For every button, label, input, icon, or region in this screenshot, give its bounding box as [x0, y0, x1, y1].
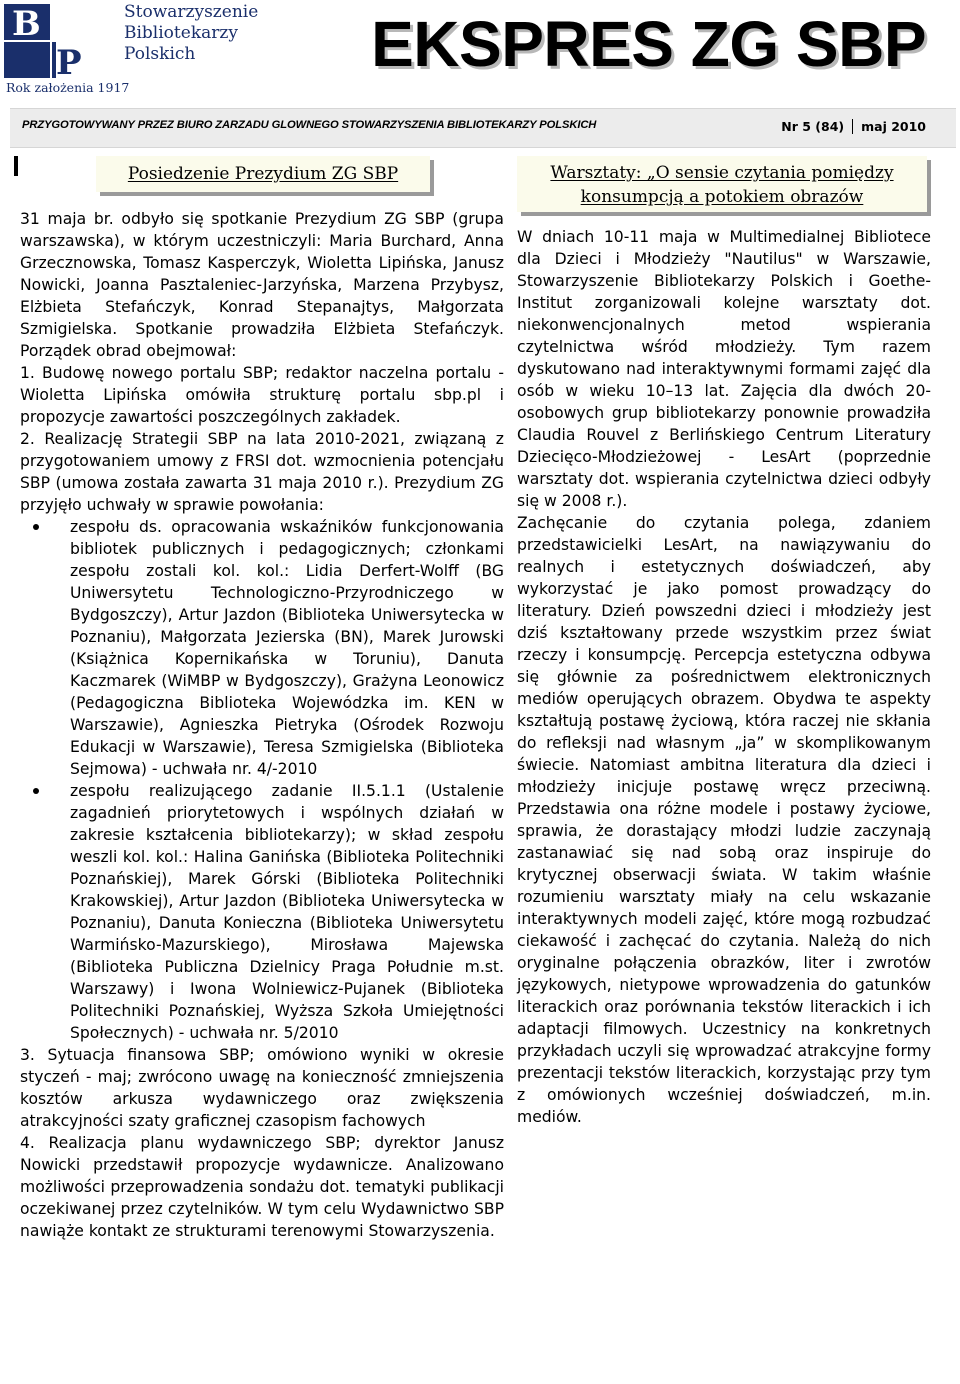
heading-accent [14, 156, 18, 176]
sbp-logo-icon [2, 2, 120, 80]
left-column [20, 156, 504, 1242]
org-line-3: Polskich [124, 44, 196, 64]
masthead-title: EKSPRES ZG SBP [371, 8, 926, 80]
left-item-2: 2. Realizację Strategii SBP na lata 2010-2021, związaną z przygotowaniem umowy z FRSI dot. wzmocnienia potencjału SBP (umowa została zawarta 31 maja 2010 r.). Prezydium ZG przyjęło uchwały w sprawie powołania: [20, 430, 504, 514]
bullet-icon [20, 516, 70, 780]
org-line-2: Bibliotekarzy [124, 23, 238, 43]
right-paragraph-2: Zachęcanie do czytania polega, zdaniem przedstawicielki LesArt, na nawiązywaniu do realnych i estetycznych doświadczeń, aby wykorzystać je jako pomost prowadzący do literatury. Dzień powszedni dzieci i młodzieży jest dziś kształtowany przede wszystkim przez świat rzeczy i konsumpcję. Percepcja estetyczna odbywa się głównie za pośrednictwem elektronicznych mediów operujących obrazem. Obydwa te aspekty kształtują postawę życiową, która raczej nie skłania do refleksji nad własnym „ja” w skomplikowanym świecie. Natomiast ambitna literatura dla dzieci i młodzieży inicjuje postawę wręcz przeciwną. Przedstawia ona różne modele i postawy życiowe, sprawia, że dorastający młodzi ludzie zaczynają zastanawiać się nad sobą oraz inspiruje do krytycznej obserwacji świata. W takim właśnie rozumieniu warsztaty miały na celu wskazanie interaktywnych modeli zajęć, które mogą rozbudzać ciekawość i zachęcać do czytania. Należą do nich oryginalne połączenia obrazków, liter i zwrotów językowych, nietypowe wprowadzenia do gatunków literackich oraz porównania tekstów literackich i ich adaptacji filmowych. Uczestnicy na konkretnych przykładach uczyli się wprowadzać atrakcyjne formy prezentacji tekstów literackich, korzystając przy tym z omówionych wcześniej doświadczeń, m.in. mediów. [517, 514, 931, 1126]
organization-name [124, 2, 258, 65]
bullet-icon [20, 780, 70, 1044]
header [0, 0, 960, 106]
banner [10, 108, 956, 148]
left-bullet-1: zespołu ds. opracowania wskaźników funkcjonowania bibliotek publicznych i pedagogicznych; członkami zespołu zostali kol. kol.: Lidia Derfert-Wolff (BG Uniwersytetu Technologiczno-Przyrodniczego w Bydgoszczy), Artur Jazdon (Biblioteka Uniwersytecka w Poznaniu), Małgorzata Jezierska (BN), Marek Jurowski (Książnica Kopernikańska w Toruniu), Danuta Kaczmarek (WiMBP w Bydgoszczy), Grażyna Leonowicz (Pedagogiczna Biblioteka Wojewódzka im. KEN w Warszawie), Agnieszka Pietryka (Ośrodek Rozwoju Edukacji w Warszawie), Teresa Szmigielska (Biblioteka Sejmowa) - uchwała nr. 4/-2010 [70, 518, 504, 778]
issue-number: Nr 5 (84) [781, 119, 845, 134]
left-item-4: 4. Realizacja planu wydawniczego SBP; dyrektor Janusz Nowicki przedstawił propozycje wydawnicze. Analizowano możliwości przeprowadzenia sondażu dot. tematyki publikacji oczekiwanej przez czytelników. W tym celu Wydawnictwo SBP nawiąże kontakt ze strukturami terenowymi Stowarzyszenia. [20, 1134, 504, 1240]
left-item-1: 1. Budowę nowego portalu SBP; redaktor naczelna portalu - Wioletta Lipińska omówiła strukturę portalu sbp.pl i propozycje zawartości poszczególnych zakładek. [20, 364, 504, 426]
list-item [20, 780, 504, 1044]
svg-text:B: B [12, 4, 41, 44]
issue-info [781, 119, 926, 134]
left-heading: Posiedzenie Prezydium ZG SBP [127, 164, 399, 184]
banner-text: PRZYGOTOWYWANY PRZEZ BIURO ZARZADU GLOWNEGO STOWARZYSZENIA BIBLIOTEKARZY POLSKICH [22, 119, 597, 131]
right-paragraph-1: W dniach 10-11 maja w Multimedialnej Bibliotece dla Dzieci i Młodzieży "Nautilus" w Warszawie, Stowarzyszenie Bibliotekarzy Polskich i Goethe-Institut zorganizowali kolejne warsztaty dot. niekonwencjonalnych metod wspierania czytelnictwa wśród młodzieży. Tym razem dyskutowano nad interaktywnymi formami zajęć dla osób w wieku 10–13 lat. Zajęcia dla dwóch 20-osobowych grup bibliotekarzy ponownie prowadziła Claudia Rouvel z Berlińskiego Centrum Literatury Dziecięco-Młodzieżowej - LesArt (poprzednie warsztaty dot. wspierania czytelnictwa dzieci odbyły się w 2008 r.). [517, 228, 931, 510]
left-heading-box [96, 156, 430, 192]
svg-text:P: P [56, 43, 82, 80]
issue-date: maj 2010 [861, 119, 926, 134]
right-heading: Warsztaty: „O sensie czytania pomiędzy konsumpcją a potokiem obrazów [550, 163, 894, 207]
right-heading-box [517, 156, 927, 212]
list-item [20, 516, 504, 780]
founded-year: Rok założenia 1917 [6, 80, 130, 95]
left-item-3: 3. Sytuacja finansowa SBP; omówiono wyniki w okresie styczeń - maj; zwrócono uwagę na konieczność zmniejszenia kosztów arkusza wydawniczego oraz zwiększenia atrakcyjności szaty graficznej czasopism fachowych [20, 1046, 504, 1130]
right-column [517, 156, 931, 1128]
right-article [517, 226, 931, 1128]
left-article [20, 208, 504, 1242]
left-bullet-list [20, 516, 504, 1044]
left-intro: 31 maja br. odbyło się spotkanie Prezydium ZG SBP (grupa warszawska), w którym uczestniczyli: Maria Burchard, Anna Grzecznowska, Tomasz Kasperczyk, Wioletta Lipińska, Janusz Nowicki, Joanna Pasztaleniec-Jarzyńska, Marzena Przybysz, Elżbieta Stefańczyk, Konrad Stepanajtys, Małgorzata Szmigielska. Spotkanie prowadziła Elżbieta Stefańczyk. Porządek obrad obejmował: [20, 210, 504, 360]
issue-separator [852, 119, 853, 134]
org-line-1: Stowarzyszenie [124, 2, 259, 22]
left-bullet-2: zespołu realizującego zadanie II.5.1.1 (Ustalenie zagadnień priorytetowych i wspólnych działań w zakresie kształcenia bibliotekarzy); w skład zespołu weszli kol. kol.: Halina Ganińska (Biblioteka Politechniki Poznańskiej), Marek Górski (Biblioteka Politechniki Krakowskiej), Artur Jazdon (Biblioteka Uniwersytecka w Poznaniu), Danuta Konieczna (Biblioteka Uniwersytetu Warmińsko-Mazurskiego), Mirosława Majewska (Biblioteka Publiczna Dzielnicy Praga Południe m.st. Warszawy) i Iwona Wolniewicz-Pujanek (Biblioteka Politechniki Poznańskiej, Wyższa Szkoła Umiejętności Społecznych) - uchwała nr. 5/2010 [70, 782, 504, 1042]
